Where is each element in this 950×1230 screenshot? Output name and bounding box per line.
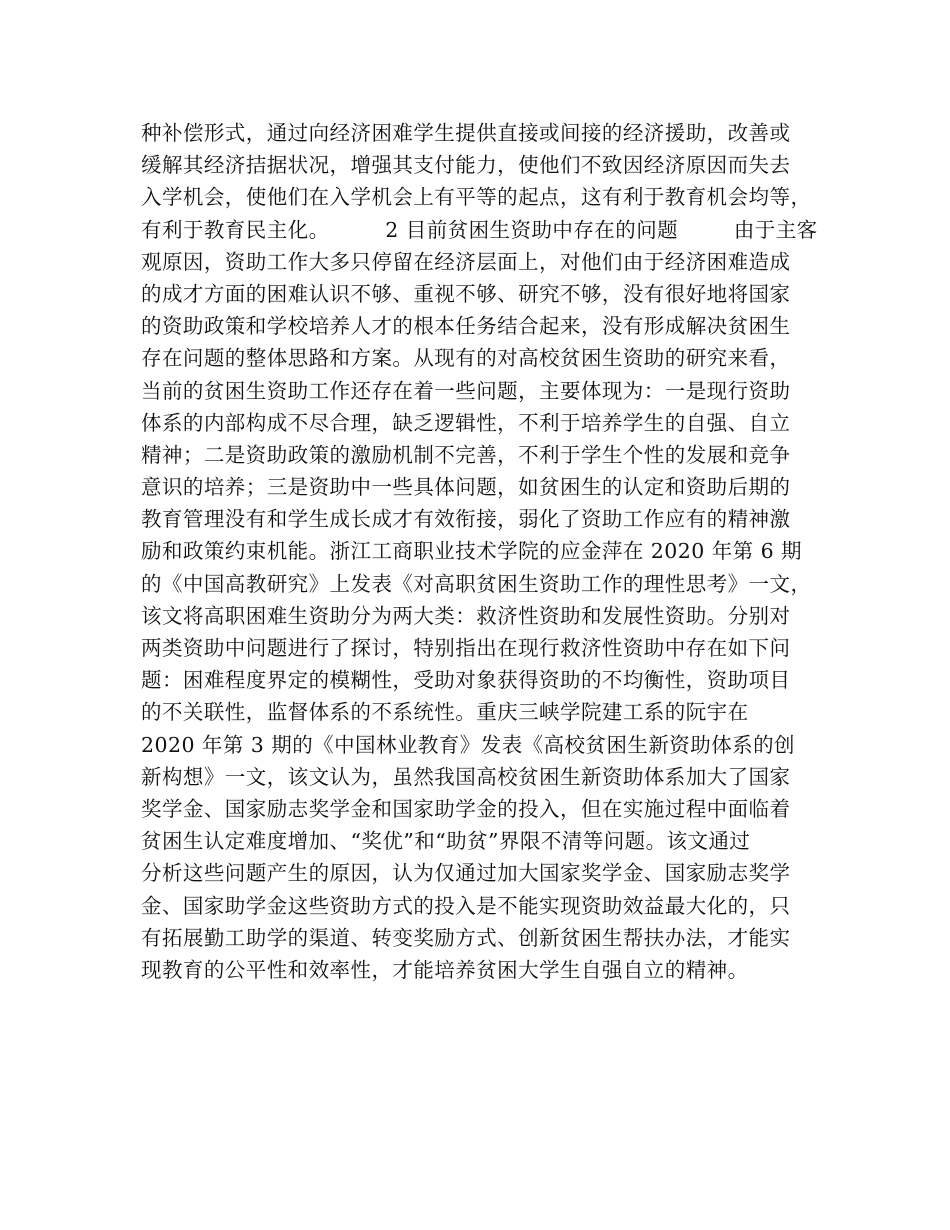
text-line: 的成才方面的困难认识不够、重视不够、研究不够，没有很好地将国家	[141, 281, 791, 306]
text-line: 奖学金、国家励志奖学金和国家助学金的投入，但在实施过程中面临着	[141, 796, 791, 821]
text-line: 新构想》一文，该文认为，虽然我国高校贫困生新资助体系加大了国家	[141, 764, 791, 789]
text-line: 金、国家助学金这些资助方式的投入是不能实现资助效益最大化的，只	[141, 893, 791, 918]
text-line: 2020 年第 3 期的《中国林业教育》发表《高校贫困生新资助体系的创	[141, 732, 796, 757]
text-line: 现教育的公平性和效率性，才能培养贫困大学生自强自立的精神。	[141, 957, 749, 982]
text-line: 种补偿形式，通过向经济困难学生提供直接或间接的经济援助，改善或	[141, 121, 791, 145]
text-line: 励和政策约束机能。浙江工商职业技术学院的应金萍在 2020 年第 6 期	[141, 539, 802, 564]
text-line: 贫困生认定难度增加、“奖优”和“助贫”界限不清等问题。该文通过	[141, 829, 751, 854]
text-line: 的不关联性，监督体系的不系统性。重庆三峡学院建工系的阮宇在	[141, 700, 749, 725]
text-line: 两类资助中问题进行了探讨，特别指出在现行救济性资助中存在如下问	[141, 636, 791, 660]
body-text	[141, 117, 831, 986]
text-line: 的资助政策和学校培养人才的根本任务结合起来，没有形成解决贫困生	[141, 314, 791, 339]
text-line: 分析这些问题产生的原因，认为仅通过加大国家奖学金、国家励志奖学	[141, 861, 791, 886]
text-line: 题：困难程度界定的模糊性，受助对象获得资助的不均衡性，资助项目	[141, 668, 791, 693]
text-line: 体系的内部构成不尽合理，缺乏逻辑性，不利于培养学生的自强、自立	[141, 410, 791, 435]
text-line: 意识的培养；三是资助中一些具体问题，如贫困生的认定和资助后期的	[141, 475, 791, 500]
text-line: 入学机会，使他们在入学机会上有平等的起点，这有利于教育机会均等，	[141, 185, 812, 210]
text-line: 有拓展勤工助学的渠道、转变奖励方式、创新贫困生帮扶办法，才能实	[141, 925, 791, 950]
text-line: 存在问题的整体思路和方案。从现有的对高校贫困生资助的研究来看，	[141, 346, 791, 371]
text-line: 观原因，资助工作大多只停留在经济层面上，对他们由于经济困难造成	[141, 249, 791, 274]
text-line: 该文将高职困难生资助分为两大类：救济性资助和发展性资助。分别对	[141, 603, 791, 628]
text-line: 教育管理没有和学生成长成才有效衔接，弱化了资助工作应有的精神激	[141, 507, 791, 532]
text-line: 精神；二是资助政策的激励机制不完善，不利于学生个性的发展和竞争	[141, 442, 791, 467]
text-line: 当前的贫困生资助工作还存在着一些问题，主要体现为：一是现行资助	[141, 378, 791, 403]
text-line: 的《中国高教研究》上发表《对高职贫困生资助工作的理性思考》一文，	[141, 571, 812, 596]
text-line: 缓解其经济拮据状况，增强其支付能力，使他们不致因经济原因而失去	[141, 153, 791, 178]
text-line: 有利于教育民主化。 2 目前贫困生资助中存在的问题 由于主客	[141, 217, 818, 242]
